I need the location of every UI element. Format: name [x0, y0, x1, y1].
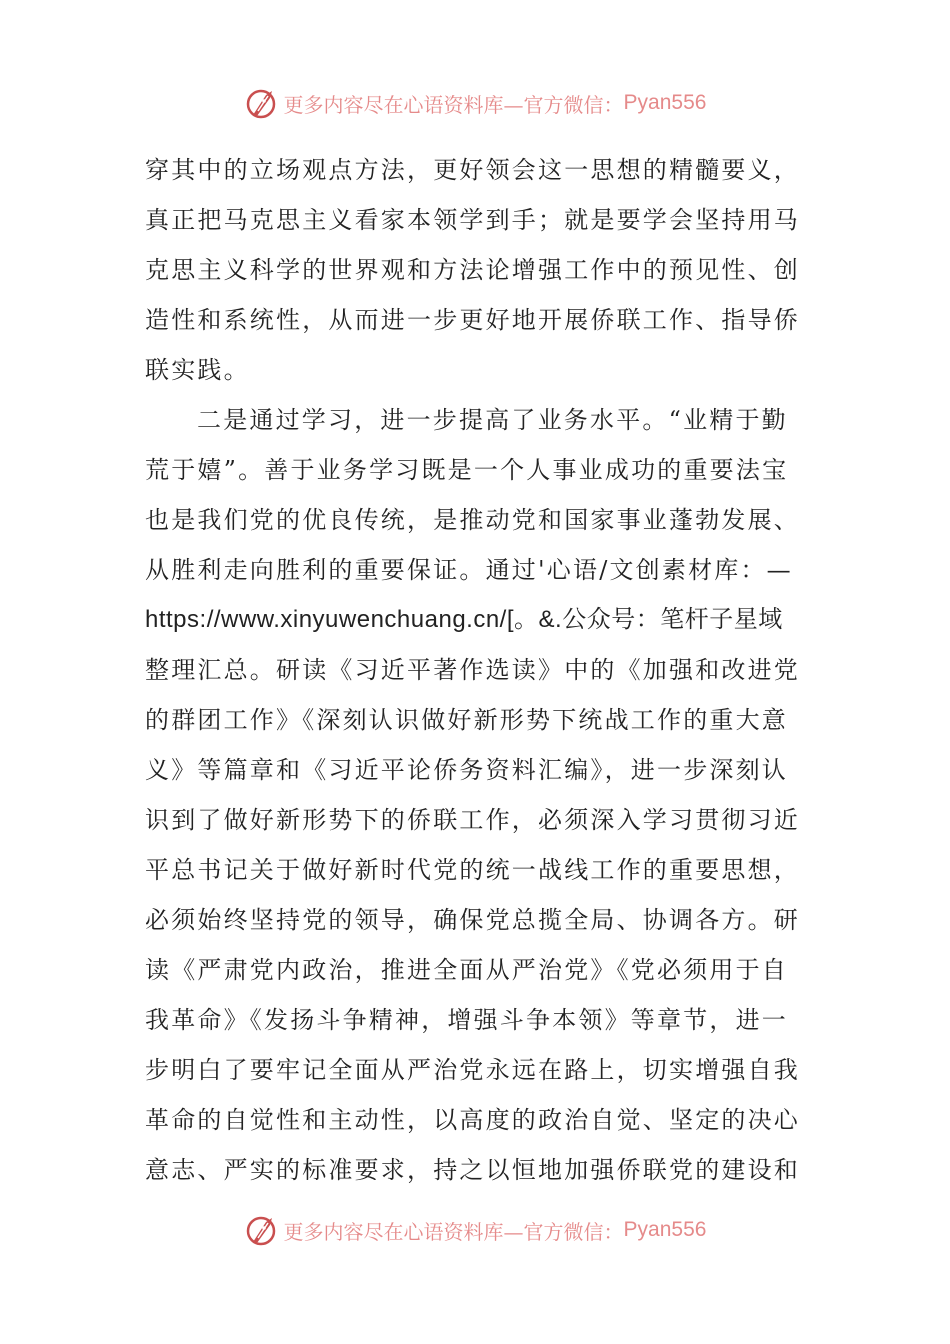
text-line: 必须始终坚持党的领导，确保党总揽全局、协调各方。研 — [145, 906, 800, 934]
text-line: 我革命》《发扬斗争精神，增强斗争本领》等章节，进一 — [145, 1006, 788, 1034]
header-banner — [0, 83, 950, 123]
text-line: 联实践。 — [145, 356, 250, 384]
text-line: 从胜利走向胜利的重要保证。通过'心语/文创素材库：— — [145, 556, 793, 584]
text-line: 革命的自觉性和主动性，以高度的政治自觉、坚定的决心 — [145, 1106, 800, 1134]
text-line: 识到了做好新形势下的侨联工作，必须深入学习贯彻习近 — [145, 806, 800, 834]
text-line: 克思主义科学的世界观和方法论增强工作中的预见性、创 — [145, 256, 800, 284]
footer-banner — [0, 1210, 950, 1250]
text-line: 读《严肃党内政治，推进全面从严治党》《党必须用于自 — [145, 956, 788, 984]
url-text-line: https://www.xinyuwenchuang.cn/[。&.公众号：笔杆子星域 — [145, 606, 783, 633]
text-line: 造性和系统性，从而进一步更好地开展侨联工作、指导侨 — [145, 306, 800, 334]
text-line: 步明白了要牢记全面从严治党永远在路上，切实增强自我 — [145, 1056, 800, 1084]
text-line: 也是我们党的优良传统，是推动党和国家事业蓬勃发展、 — [145, 506, 800, 534]
text-line: 荒于嬉”。善于业务学习既是一个人事业成功的重要法宝 — [145, 456, 789, 484]
text-line: 意志、严实的标准要求，持之以恒地加强侨联党的建设和 — [145, 1156, 800, 1184]
text-line: 整理汇总。研读《习近平著作选读》中的《加强和改进党 — [145, 656, 800, 684]
text-line: 真正把马克思主义看家本领学到手；就是要学会坚持用马 — [145, 206, 800, 234]
text-line: 的群团工作》《深刻认识做好新形势下统战工作的重大意 — [145, 706, 788, 734]
text-line: 穿其中的立场观点方法，更好领会这一思想的精髓要义， — [145, 156, 800, 184]
banner-text: 更多内容尽在心语资料库—官方微信： — [283, 1219, 624, 1244]
banner-wechat-id: Pyan556 — [623, 91, 707, 114]
pen-nib-logo-icon — [244, 85, 280, 121]
banner-text: 更多内容尽在心语资料库—官方微信： — [283, 92, 624, 117]
document-body — [145, 145, 805, 1195]
pen-nib-logo-icon — [244, 1212, 280, 1248]
paragraph-start-line: 二是通过学习，进一步提高了业务水平。“业精于勤 — [197, 406, 788, 434]
text-line: 义》等篇章和《习近平论侨务资料汇编》，进一步深刻认 — [145, 756, 788, 784]
banner-wechat-id: Pyan556 — [623, 1218, 707, 1241]
text-line: 平总书记关于做好新时代党的统一战线工作的重要思想， — [145, 856, 800, 884]
